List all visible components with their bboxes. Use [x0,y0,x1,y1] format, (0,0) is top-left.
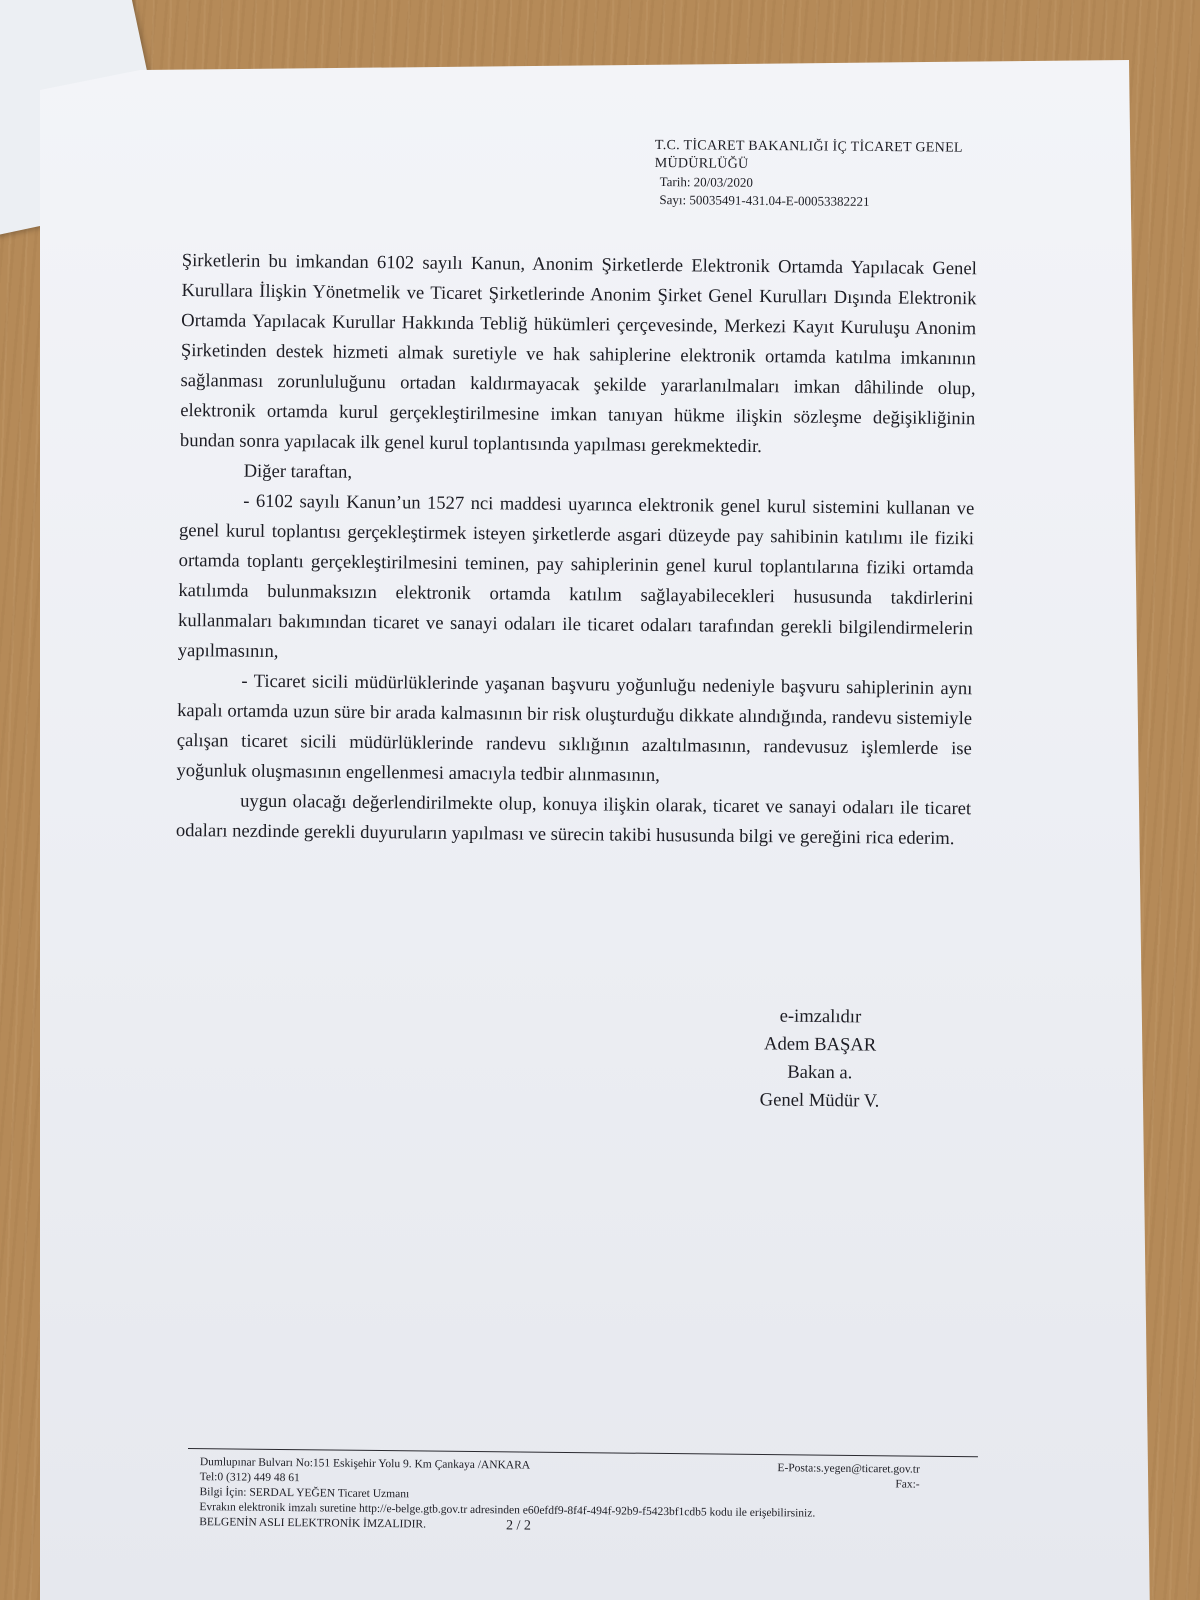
body-paragraph-4: - Ticaret sicili müdürlüklerinde yaşanan başvuru yoğunluğu nedeniyle başvuru sahiplerinin aynı kapalı ortamda uzun süre bir arada kalmasının bir risk oluşturduğu dikkate alındığında, randevu sistemiyle çalışan ticaret sicili müdürlüklerinde randevu sıklığının azaltılmasının, randevusuz işlemlerde ise yoğunluk oluşmasının engellenmesi amacıyla tedbir alınmasının, [176,670,973,787]
footer-phone: Tel:0 (312) 449 48 61 [199,1471,300,1485]
body-paragraph-5: uygun olacağı değerlendirilmekte olup, konuya ilişkin olarak, ticaret ve sanayi odaları ile ticaret odaları nezdinde gerekli duyuruların yapılması ve sürecin takibi hususunda bilgi ve gereğini rica ederim. [175,790,972,850]
signer-on-behalf: Bakan a. [787,1061,853,1084]
page-number: 2 / 2 [505,1518,531,1534]
document-header [654,137,1015,212]
footer-contact: Bilgi İçin: SERDAL YEĞEN Ticaret Uzmanı [199,1486,410,1501]
body-paragraph-1: Şirketlerin bu imkandan 6102 sayılı Kanun, Anonim Şirketlerde Elektronik Ortamda Yapılacak Genel Kurullara İlişkin Yönetmelik ve Ticaret Şirketlerinde Anonim Şirket Genel Kurulları Dışında Elektronik Ortamda Yapılacak Kurullar Hakkında Tebliğ hükümleri çerçevesinde, Merkezi Kayıt Kuruluşu Anonim Şirketinden destek hizmeti almak suretiyle ve hak sahiplerine elektronik ortamda katılma imkanının sağlanması zorunluluğunu ortadan kaldırmayacak şekilde yararlanılmaları imkan dâhilinde olup, elektronik ortamda kurul gerçekleştirilmesine imkan tanıyan hükme ilişkin sözleşme değişikliğinin bundan sonra yapılacak ilk genel kurul toplantısında yapılması gerekmektedir. [179,249,977,458]
signer-name: Adem BAŞAR [763,1033,877,1056]
footer-fax: Fax:- [895,1478,920,1491]
signature-block [719,1002,920,1116]
document-footer [187,1448,1008,1539]
footer-verification: Evrakın elektronik imzalı suretine http://e-belge.gtb.gov.tr adresinden e60efdf9-8f4f-494f-92b9-f5423bf1cdb5 kodu ile erişebilirsiniz. [199,1501,816,1520]
organization-name-line2: MÜDÜRLÜĞÜ [654,155,749,172]
document-number: Sayı: 50035491-431.04-E-00053382221 [659,192,870,209]
body-paragraph-2: Diğer taraftan, [243,460,353,483]
document-body [176,246,977,854]
footer-email: E-Posta:s.yegen@ticaret.gov.tr [777,1462,920,1476]
footer-original-note: BELGENİN ASLI ELEKTRONİK İMZALIDIR. [199,1516,427,1531]
footer-address: Dumlupınar Bulvarı No:151 Eskişehir Yolu 9. Km Çankaya /ANKARA [199,1456,531,1472]
e-signed-note: e-imzalıdır [779,1005,862,1028]
signer-title: Genel Müdür V. [759,1089,880,1112]
body-paragraph-3: - 6102 sayılı Kanun’un 1527 nci maddesi uyarınca elektronik genel kurul sistemini kullanan ve genel kurul toplantısı gerçekleştirmek isteyen şirketlerde asgari düzeyde pay sahibinin katılımı ile fiziki ortamda toplantı gerçekleştirilmesini teminen, pay sahiplerinin genel kurul toplantılarına fiziki ortamda katılımda bulunmaksızın elektronik ortamda katılım sağlayabilecekleri hususunda takdirlerini kullanmaları bakımından ticaret ve sanayi odaları ile ticaret odaları tarafından gerekli bilgilendirmelerin yapılmasının, [177,490,975,663]
organization-name-line1: T.C. TİCARET BAKANLIĞI İÇ TİCARET GENEL [654,137,963,156]
document-date: Tarih: 20/03/2020 [659,174,754,190]
